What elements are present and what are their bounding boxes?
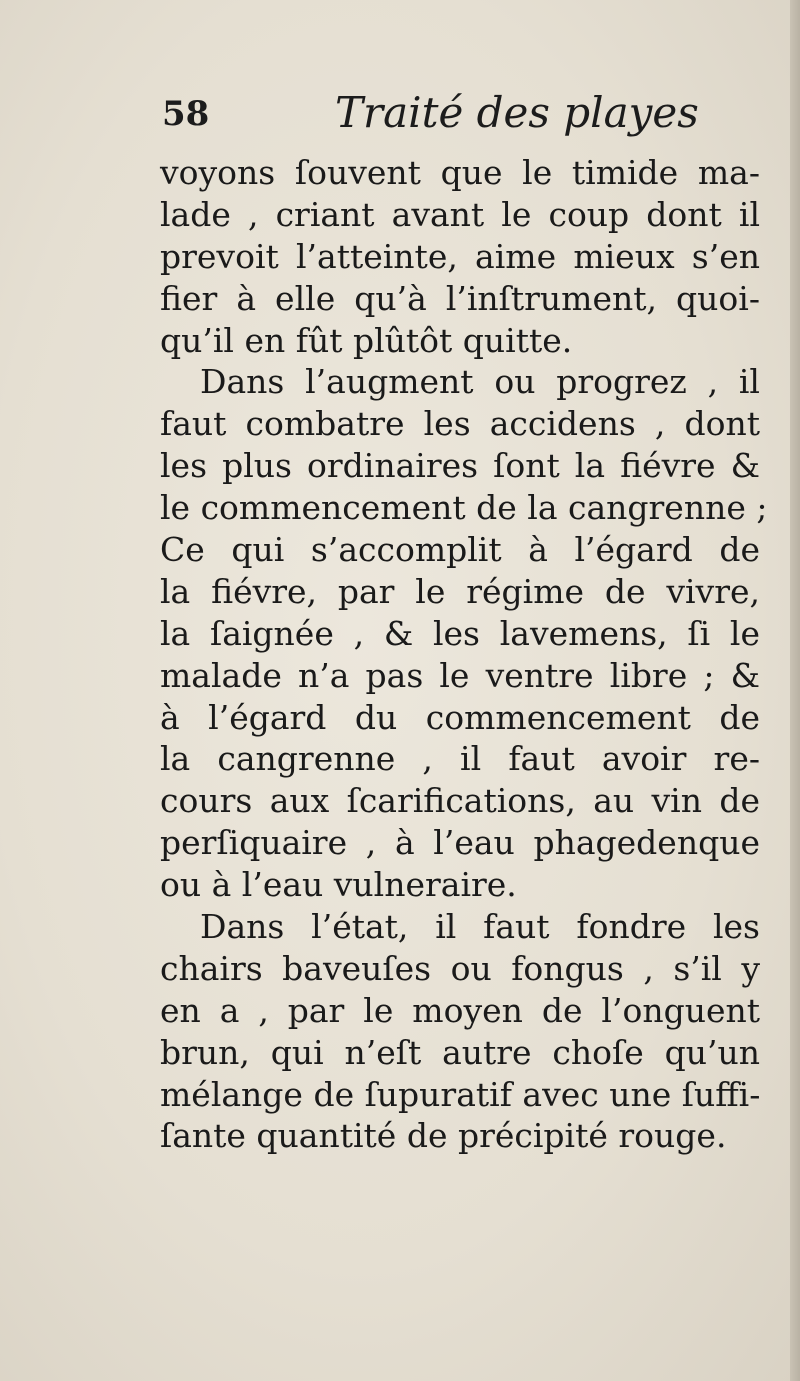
text-line: brun, qui n’eſt autre choſe qu’un <box>160 1032 760 1072</box>
text-line: ſante quantité de précipité rouge. <box>160 1116 727 1156</box>
text-line: faut combatre les accidens , dont <box>160 404 760 444</box>
text-line: la ſaignée , & les lavemens, ſi le <box>160 613 760 653</box>
text-line: perſiquaire , à l’eau phagedenque <box>160 823 760 863</box>
text-line: ou à l’eau vulneraire. <box>160 865 517 905</box>
paragraph-start-line: Dans l’augment ou progrez , il <box>200 362 760 402</box>
page-edge <box>790 0 800 1381</box>
text-line: cours aux ſcarifications, au vin de <box>160 781 760 821</box>
page-header <box>160 88 699 148</box>
paragraph-start-line: Dans l’état, il faut fondre les <box>200 907 760 947</box>
text-line: voyons ſouvent que le timide ma- <box>160 153 760 192</box>
running-title: Traité des playes <box>335 88 699 137</box>
text-line: qu’il en fût plûtôt quitte. <box>160 320 573 360</box>
text-line: chairs baveuſes ou fongus , s’il y <box>160 948 760 988</box>
text-line: lade , criant avant le coup dont il <box>160 194 760 234</box>
page-number: 58 <box>162 94 210 134</box>
text-line: la cangrenne , il faut avoir re- <box>160 739 760 779</box>
body-text <box>160 152 768 1157</box>
text-line: Ce qui s’accomplit à l’égard de <box>160 530 760 570</box>
text-line: en a , par le moyen de l’onguent <box>160 990 760 1030</box>
text-line: les plus ordinaires ſont la fiévre & <box>160 446 760 486</box>
text-line: le commencement de la cangrenne ; <box>160 488 768 528</box>
text-line: fier à elle qu’à l’inſtrument, quoi- <box>160 278 760 318</box>
text-line: malade n’a pas le ventre libre ; & <box>160 655 760 695</box>
text-line: à l’égard du commencement de <box>160 697 760 737</box>
text-line: prevoit l’atteinte, aime mieux s’en <box>160 236 760 276</box>
text-line: la fiévre, par le régime de vivre, <box>160 571 760 611</box>
text-line: mélange de ſupuratif avec une ſuffi- <box>160 1074 761 1114</box>
